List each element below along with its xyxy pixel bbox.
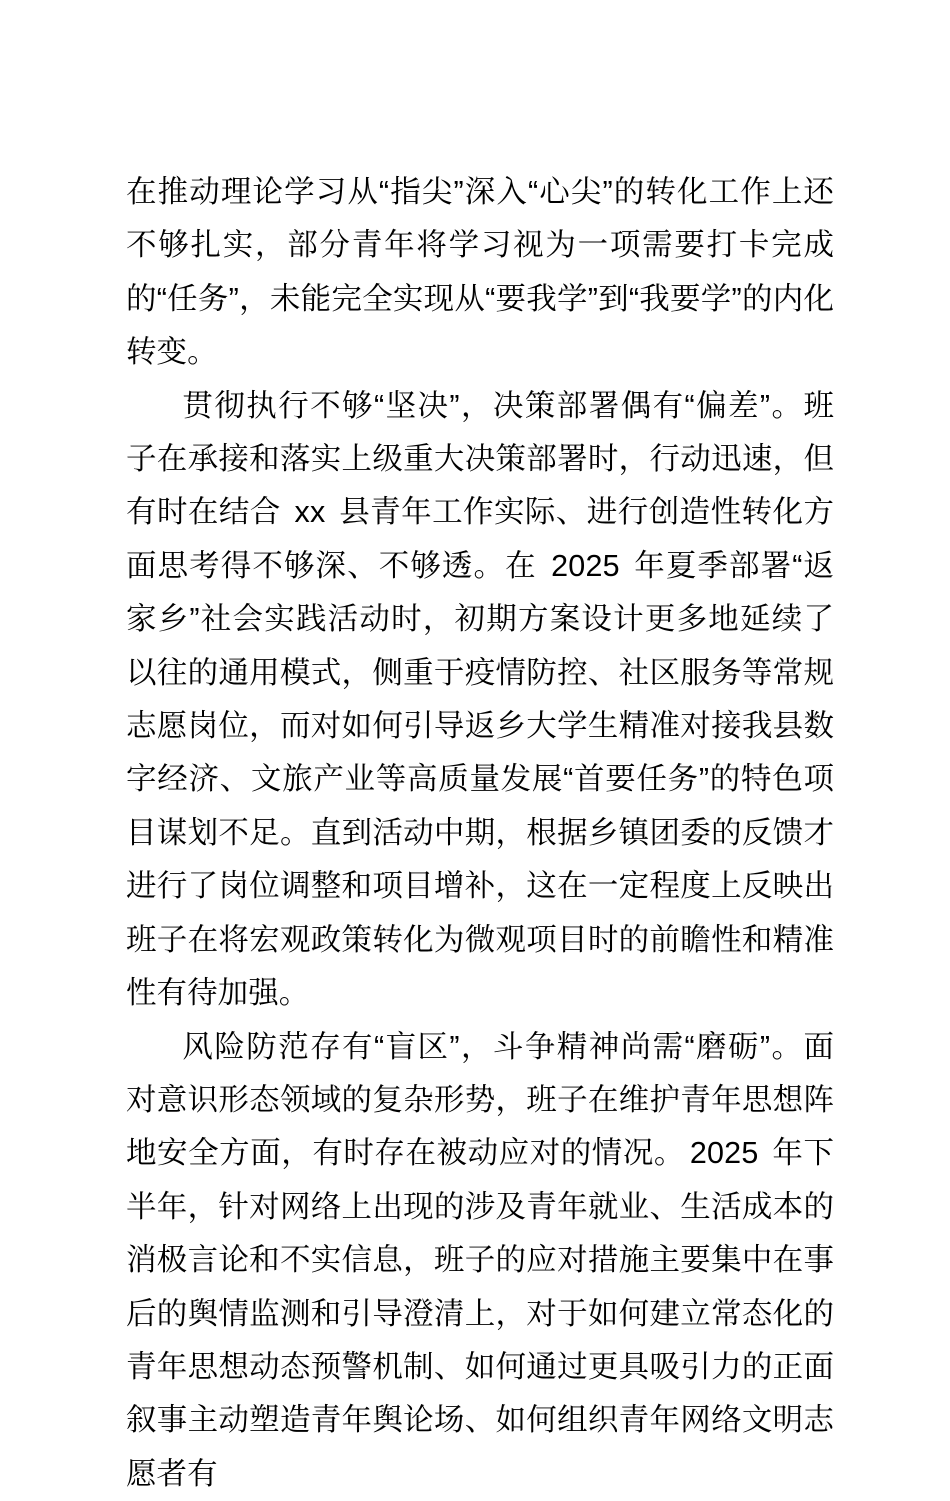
document-body (126, 166, 834, 1501)
latin-run: xx (295, 495, 326, 529)
paragraph-3: 风险防范存有“盲区”，斗争精神尚需“磨砺”。面对意识形态领域的复杂形势，班子在维护青年思想阵地安全方面，有时存在被动应对的情况。 2025 年下半年，针对网络上出现的涉及青年就业、生活成本的消极言论和不实信息，班子的应对措施主要集中在事后的舆情监测和引导澄清上，对于如何建立常态化的青年思想动态预警机制、如何通过更具吸引力的正面叙事主动塑造青年舆论场、如何组织青年网络文明志愿者有 (126, 1021, 834, 1501)
paragraph-1: 在推动理论学习从“指尖”深入“心尖”的转化工作上还不够扎实，部分青年将学习视为一项需要打卡完成的“任务”，未能完全实现从“要我学”到“我要学”的内化转变。 (126, 166, 834, 380)
latin-run: 2025 (690, 1136, 759, 1170)
latin-run: 2025 (551, 549, 620, 583)
paragraph-2: 贯彻执行不够“坚决”，决策部署偶有“偏差”。班子在承接和落实上级重大决策部署时，行动迅速，但有时在结合 xx 县青年工作实际、进行创造性转化方面思考得不够深、不够透。在 2025 年夏季部署“返家乡”社会实践活动时，初期方案设计更多地延续了以往的通用模式，侧重于疫情防控、社区服务等常规志愿岗位，而对如何引导返乡大学生精准对接我县数字经济、文旅产业等高质量发展“首要任务”的特色项目谋划不足。直到活动中期，根据乡镇团委的反馈才进行了岗位调整和项目增补，这在一定程度上反映出班子在将宏观政策转化为微观项目时的前瞻性和精准性有待加强。 (126, 380, 834, 1021)
